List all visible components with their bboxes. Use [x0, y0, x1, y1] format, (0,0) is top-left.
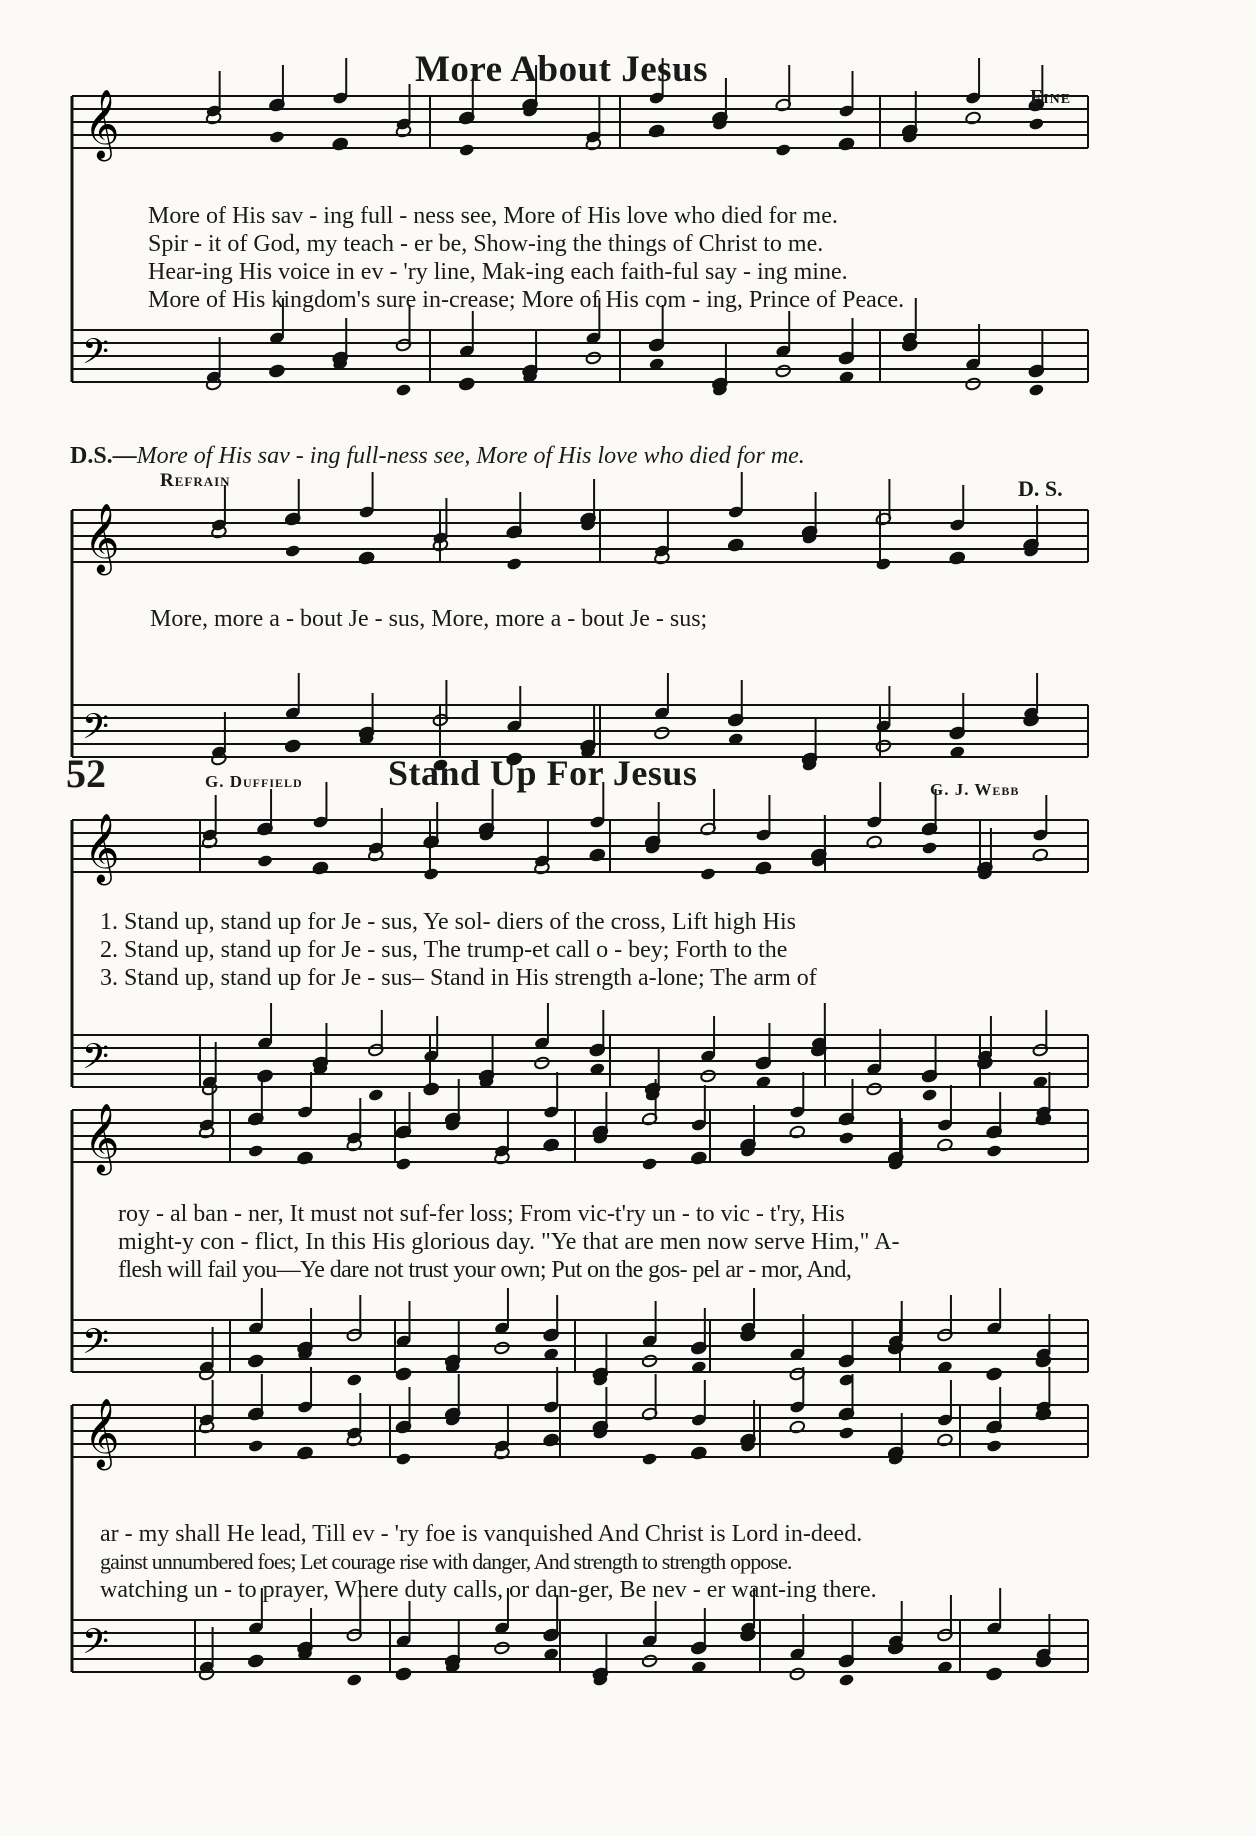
note-head	[534, 1056, 551, 1070]
note-head	[775, 364, 792, 378]
note-head	[641, 1157, 658, 1171]
note-head	[641, 1654, 658, 1668]
verse-line: might-y con - flict, In this His glorious day. "Ye that are men now serve Him," A-	[118, 1229, 900, 1255]
verse-line: More of His sav - ing full - ness see, More of His love who died for me.	[148, 203, 838, 229]
note-head	[700, 867, 717, 881]
verse-line: watching un - to prayer, Where duty calls, or dan-ger, Be nev - er want-ing there.	[100, 1577, 877, 1603]
author: G. Duffield	[205, 772, 303, 791]
note-head	[395, 383, 412, 397]
note-head	[838, 1426, 855, 1440]
note-head	[789, 1667, 806, 1681]
note-head	[284, 739, 301, 753]
ds-label: D.S.—	[70, 443, 137, 469]
note-head	[395, 1452, 412, 1466]
treble-clef: 𝄞	[84, 813, 120, 883]
verse-line: 1. Stand up, stand up for Je - sus, Ye sol- diers of the cross, Lift high His	[100, 909, 796, 935]
verses-block-1	[148, 202, 904, 314]
note-head	[986, 1439, 1003, 1453]
verses-block-2c	[100, 1520, 877, 1604]
verse-line: 3. Stand up, stand up for Je - sus– Stand in His strength a-lone; The arm of	[100, 965, 817, 991]
note-head	[654, 726, 671, 740]
note-head	[875, 557, 892, 571]
verse-line: Hear-ing His voice in ev - 'ry line, Mak-ing each faith-ful say - ing mine.	[148, 259, 848, 285]
note-head	[965, 377, 982, 391]
note-head	[641, 1452, 658, 1466]
ds-text: More of His sav - ing full-ness see, More of His love who died for me.	[136, 443, 805, 469]
note-head	[395, 1367, 412, 1381]
note-head	[838, 1673, 855, 1687]
note-head	[921, 1088, 938, 1102]
system-1-bass	[72, 330, 1088, 382]
bass-clef: 𝄢	[82, 1321, 110, 1370]
note-head	[269, 364, 286, 378]
note-head	[257, 1069, 274, 1083]
note-head	[775, 143, 792, 157]
verse-line: More of His kingdom's sure in-crease; More of His com - ing, Prince of Peace.	[148, 287, 905, 313]
note-head	[1028, 117, 1045, 131]
note-head	[494, 1341, 511, 1355]
note-head	[641, 1354, 658, 1368]
verse-line: roy - al ban - ner, It must not suf-fer loss; From vic-t'ry un - to vic - t'ry, His	[118, 1201, 845, 1227]
note-head	[423, 1082, 440, 1096]
verse-line: Spir - it of God, my teach - er be, Show-ing the things of Christ to me.	[148, 231, 824, 257]
note-head	[986, 1667, 1003, 1681]
note-head	[458, 143, 475, 157]
bass-clef: 𝄢	[82, 1036, 110, 1085]
note-head	[395, 1157, 412, 1171]
verse-line: 2. Stand up, stand up for Je - sus, The trump-et call o - bey; Forth to the	[100, 937, 788, 963]
note-head	[346, 1373, 363, 1387]
note-head	[248, 1654, 265, 1668]
ds-mark: D. S.	[1018, 476, 1063, 501]
bass-clef: 𝄢	[82, 331, 110, 380]
note-head	[248, 1439, 265, 1453]
note-head	[368, 1088, 385, 1102]
note-head	[921, 841, 938, 855]
verses-block-2b	[118, 1200, 899, 1284]
note-head	[838, 1131, 855, 1145]
system-1-treble	[72, 96, 1088, 148]
treble-clef: 𝄞	[84, 1103, 120, 1173]
note-head	[700, 1069, 717, 1083]
ds-lyric-line	[70, 443, 805, 470]
note-head	[284, 544, 301, 558]
note-head	[458, 377, 475, 391]
system-5-treble	[72, 1405, 1088, 1457]
fine-mark: Fine	[1030, 86, 1072, 108]
note-head	[494, 1641, 511, 1655]
composer: G. J. Webb	[930, 780, 1020, 799]
note-head	[875, 739, 892, 753]
note-head	[585, 351, 602, 365]
note-head	[346, 1673, 363, 1687]
hymn-number: 52	[66, 751, 106, 796]
note-head	[986, 1367, 1003, 1381]
system-4-bass	[72, 1320, 1088, 1372]
note-head	[269, 130, 286, 144]
hymn-title: More About Jesus	[415, 49, 709, 90]
verses-block-2a	[100, 908, 817, 992]
note-head	[248, 1354, 265, 1368]
bass-clef: 𝄢	[82, 706, 110, 755]
note-head	[1028, 383, 1045, 397]
note-head	[866, 1082, 883, 1096]
verse-line: flesh will fail you—Ye dare not trust your own; Put on the gos- pel ar - mor, And,	[118, 1257, 852, 1283]
verse-line: gainst unnumbered foes; Let courage rise with danger, And strength to strength oppose.	[100, 1549, 792, 1574]
note-head	[986, 1144, 1003, 1158]
treble-clef: 𝄞	[84, 1398, 120, 1468]
refrain-lyric: More, more a - bout Je - sus, More, more a - bout Je - sus;	[150, 606, 708, 632]
note-head	[257, 854, 274, 868]
treble-clef: 𝄞	[84, 89, 120, 159]
note-head	[506, 557, 523, 571]
refrain-label: Refrain	[160, 470, 231, 491]
system-5-bass	[72, 1620, 1088, 1672]
verse-line: ar - my shall He lead, Till ev - 'ry foe is vanquished And Christ is Lord in-deed.	[100, 1521, 863, 1547]
treble-clef: 𝄞	[84, 503, 120, 573]
hymn-title: Stand Up For Jesus	[388, 753, 698, 793]
bass-clef: 𝄢	[82, 1621, 110, 1670]
note-head	[395, 1667, 412, 1681]
note-head	[423, 867, 440, 881]
note-head	[248, 1144, 265, 1158]
system-4-treble	[72, 1110, 1088, 1162]
